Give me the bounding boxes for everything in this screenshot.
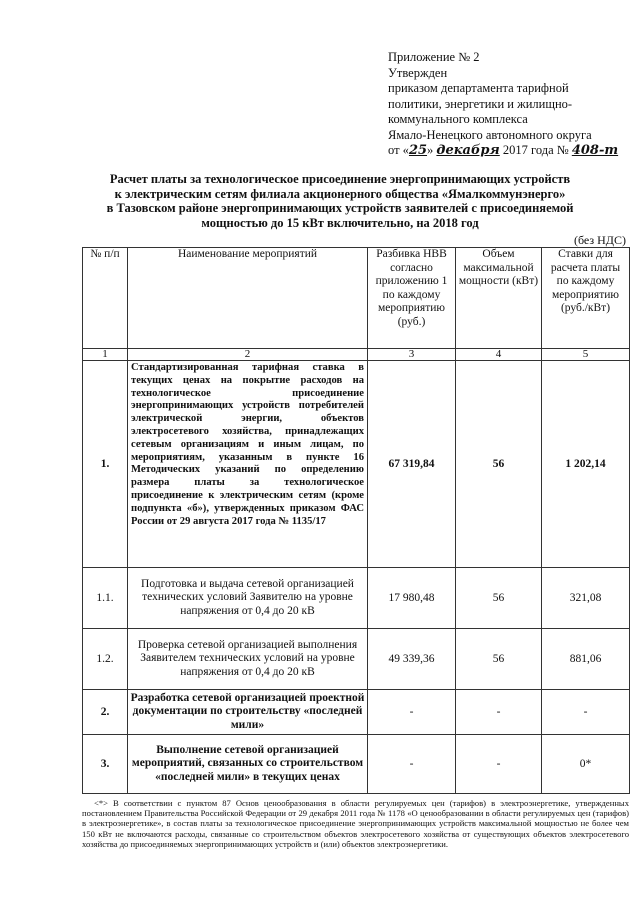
approval-line: коммунального комплекса <box>388 112 528 126</box>
handwritten-number: 408-т <box>571 143 619 158</box>
approval-date: от «25» декабря 2017 года № 408-т <box>388 143 619 158</box>
vat-note: (без НДС) <box>573 233 626 247</box>
approval-line: приказом департамента тарифной <box>388 81 569 95</box>
approved-label: Утвержден <box>388 65 448 80</box>
row-name: Стандартизированная тарифная ставка в текущих ценах на покрытие расходов на технологическое присоединение энергопринимающих устройств потребителей электрической энергии, объектов электросетевого хозяйства, принадлежащих сетевым организациям и иным лицам, по мероприятиям, указанным в пункте 16 Методических указаний по определению размера платы за технологическое присоединение к электрическим сетям (кроме подпункта «б»), утвержденных приказом ФАС России от 29 августа 2017 года № 1135/17 <box>128 361 368 568</box>
row-name: Подготовка и выдача сетевой организацией технических условий Заявителю на уровне напряжения от 0,4 до 20 кВ <box>128 568 368 629</box>
column-number-row: 1 2 3 4 5 <box>83 349 630 361</box>
column-header: № п/п <box>83 248 128 349</box>
document-title: Расчет платы за технологическое присоединение энергопринимающих устройств к электрическим сетям филиала акционерного общества «Ямалкоммунэнерго» в Тазовском районе энергопринимающих устройств заявителей с присоединяемой мощностью до 15 кВт включительно, на 2018 год <box>106 172 574 230</box>
handwritten-month: декабря <box>436 143 500 158</box>
approval-line: политики, энергетики и жилищно- <box>388 96 573 111</box>
handwritten-day: 25 <box>408 143 428 158</box>
table-header-row <box>83 248 630 349</box>
table-row: 1.2. Проверка сетевой организацией выполнения Заявителем технических условий на уровне напряжения от 0,4 до 20 кВ 49 339,36 56 881,06 <box>83 629 630 690</box>
table-row: 2. Разработка сетевой организацией проектной документации по строительству «последней мили» - - - <box>83 690 630 735</box>
appendix-number: Приложение № 2 <box>388 50 480 64</box>
row-name: Выполнение сетевой организацией мероприятий, связанных со строительством «последней мили» в текущих ценах <box>128 735 368 794</box>
fee-table <box>82 247 630 794</box>
column-header: Ставки для расчета платы по каждому мероприятию (руб./кВт) <box>542 248 630 349</box>
column-header: Объем максимальной мощности (кВт) <box>456 248 542 349</box>
table-row: 3. Выполнение сетевой организацией мероприятий, связанных со строительством «последней мили» в текущих ценах - - 0* <box>83 735 630 794</box>
approval-block <box>388 50 633 159</box>
footnote: <*> В соответствии с пунктом 87 Основ ценообразования в области регулируемых цен (тарифов) в электроэнергетике, утвержденных постановлением Правительства Российской Федерации от 29 декабря 2011 года № 1178 «О ценообразовании в области регулируемых цен (тарифов) в электроэнергетике», в состав платы за технологическое присоединение энергопринимающих устройств максимальной мощностью не более чем 150 кВт не включаются расходы, связанные со строительством объектов электросетевого хозяйства от существующих объектов электросетевого хозяйства до присоединяемых энергопринимающих устройств и (или) объектов электроэнергетики. <box>82 798 629 849</box>
column-header: Разбивка НВВ согласно приложению 1 по каждому мероприятию (руб.) <box>368 248 456 349</box>
table-row: 1. Стандартизированная тарифная ставка в текущих ценах на покрытие расходов на технологическое присоединение энергопринимающих устройств потребителей электрической энергии, объектов электросетевого хозяйства, принадлежащих сетевым организациям и иным лицам, по мероприятиям, указанным в пункте 16 Методических указаний по определению размера платы за технологическое присоединение к электрическим сетям (кроме подпункта «б»), утвержденных приказом ФАС России от 29 августа 2017 года № 1135/17 67 319,84 56 1 202,14 <box>83 361 630 568</box>
table-row: 1.1. Подготовка и выдача сетевой организацией технических условий Заявителю на уровне напряжения от 0,4 до 20 кВ 17 980,48 56 321,08 <box>83 568 630 629</box>
row-name: Разработка сетевой организацией проектной документации по строительству «последней мили» <box>128 690 368 735</box>
column-header: Наименование мероприятий <box>128 248 368 349</box>
row-name: Проверка сетевой организацией выполнения Заявителем технических условий на уровне напряжения от 0,4 до 20 кВ <box>128 629 368 690</box>
approval-line: Ямало-Ненецкого автономного округа <box>388 127 592 142</box>
